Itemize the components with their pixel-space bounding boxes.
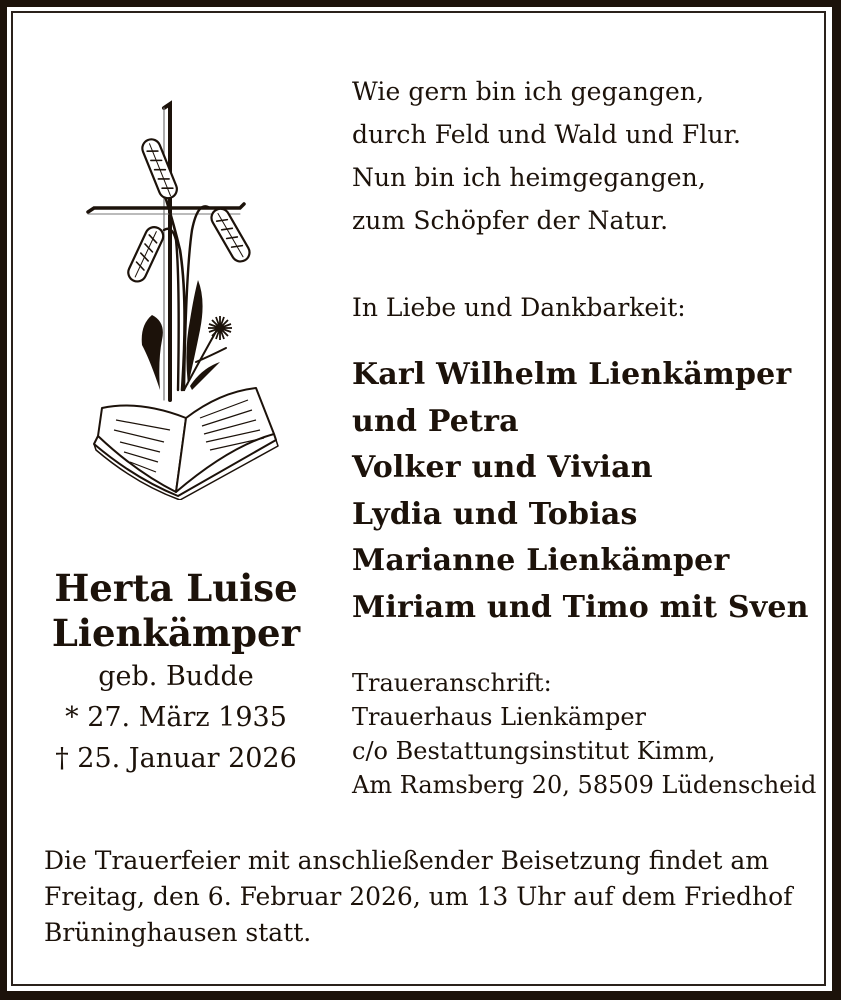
mourning-address — [352, 666, 816, 802]
death-date: † 25. Januar 2026 — [55, 743, 297, 774]
service-line: Freitag, den 6. Februar 2026, um 13 Uhr auf dem Friedhof — [44, 882, 793, 911]
mourners-list — [352, 352, 809, 631]
poem-line: Wie gern bin ich gegangen, — [352, 77, 705, 106]
deceased-name-first: Herta Luise — [54, 566, 298, 610]
mourner-name: Lydia und Tobias — [352, 496, 638, 532]
mourner-name: Marianne Lienkämper — [352, 543, 730, 578]
cross-with-wheat-cornflower-and-open-bible-icon — [80, 100, 280, 500]
deceased-block — [30, 566, 322, 779]
poem-line: zum Schöpfer der Natur. — [352, 206, 669, 235]
address-line: c/o Bestattungsinstitut Kimm, — [352, 737, 716, 765]
mourner-name: Karl Wilhelm Lienkämper — [352, 357, 792, 392]
mourner-name: Miriam und Timo mit Sven — [352, 589, 809, 625]
mourner-name: und Petra — [352, 403, 519, 439]
poem-line: durch Feld und Wald und Flur. — [352, 120, 741, 149]
address-line: Am Ramsberg 20, 58509 Lüdenscheid — [352, 771, 817, 799]
address-line: Trauerhaus Lienkämper — [352, 703, 647, 731]
dedication-text: In Liebe und Dankbarkeit: — [352, 293, 686, 322]
mourner-name: Volker und Vivian — [352, 450, 653, 485]
poem-line: Nun bin ich heimgegangen, — [352, 163, 706, 192]
address-label: Traueranschrift: — [352, 669, 552, 697]
maiden-name: geb. Budde — [98, 661, 254, 692]
service-line: Brüninghausen statt. — [44, 918, 312, 947]
funeral-service-details — [44, 843, 804, 951]
deceased-name-last: Lienkämper — [51, 611, 301, 655]
service-line: Die Trauerfeier mit anschließender Beisetzung findet am — [44, 846, 769, 875]
birth-date: * 27. März 1935 — [65, 702, 287, 733]
poem — [352, 70, 741, 242]
